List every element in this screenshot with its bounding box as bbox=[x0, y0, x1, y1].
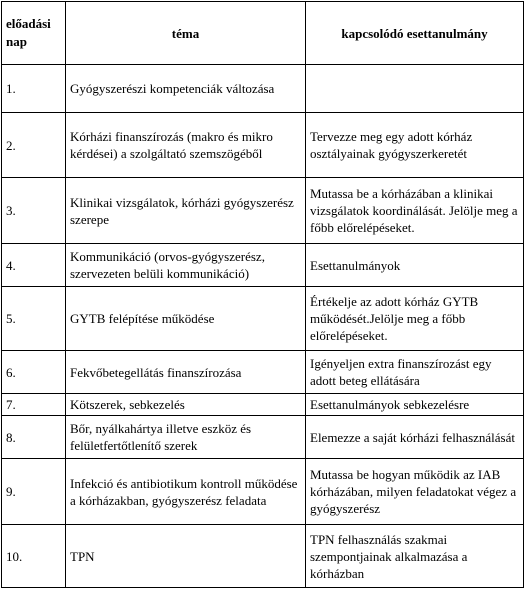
case-study-cell: Esettanulmányok bbox=[306, 244, 524, 287]
topic-cell: Kötszerek, sebkezelés bbox=[66, 394, 306, 416]
topic-cell: Fekvőbetegellátás finanszírozása bbox=[66, 351, 306, 394]
topic-cell: Infekció és antibiotikum kontroll működése a kórházakban, gyógyszerész feladata bbox=[66, 459, 306, 525]
table-row bbox=[2, 394, 524, 416]
header-case-study: kapcsolódó esettanulmány bbox=[306, 2, 524, 65]
day-cell: 7. bbox=[2, 394, 66, 416]
day-cell: 2. bbox=[2, 113, 66, 178]
table-row bbox=[2, 244, 524, 287]
day-cell: 4. bbox=[2, 244, 66, 287]
day-cell: 6. bbox=[2, 351, 66, 394]
case-study-cell: Mutassa be a kórházában a klinikai vizsgálatok koordinálását. Jelölje meg a főbb előrelépéseket. bbox=[306, 178, 524, 244]
topic-cell: Kórházi finanszírozás (makro és mikro kérdései) a szolgáltató szemszögéből bbox=[66, 113, 306, 178]
topic-cell: GYTB felépítése működése bbox=[66, 287, 306, 351]
case-study-cell: TPN felhasználás szakmai szempontjainak alkalmazása a kórházban bbox=[306, 525, 524, 588]
course-schedule-table bbox=[1, 1, 524, 588]
day-cell: 5. bbox=[2, 287, 66, 351]
topic-cell: Bőr, nyálkahártya illetve eszköz és felületfertőtlenítő szerek bbox=[66, 416, 306, 459]
table-row bbox=[2, 287, 524, 351]
case-study-cell: Értékelje az adott kórház GYTB működését.Jelölje meg a főbb előrelépéseket. bbox=[306, 287, 524, 351]
table-row bbox=[2, 459, 524, 525]
case-study-cell: Elemezze a saját kórházi felhasználását bbox=[306, 416, 524, 459]
topic-cell: TPN bbox=[66, 525, 306, 588]
table-row bbox=[2, 416, 524, 459]
table-row bbox=[2, 113, 524, 178]
day-cell: 3. bbox=[2, 178, 66, 244]
topic-cell: Klinikai vizsgálatok, kórházi gyógyszerész szerepe bbox=[66, 178, 306, 244]
day-cell: 10. bbox=[2, 525, 66, 588]
day-cell: 9. bbox=[2, 459, 66, 525]
topic-cell: Kommunikáció (orvos-gyógyszerész, szervezeten belüli kommunikáció) bbox=[66, 244, 306, 287]
table-row bbox=[2, 178, 524, 244]
case-study-cell: Tervezze meg egy adott kórház osztályainak gyógyszerkeretét bbox=[306, 113, 524, 178]
topic-cell: Gyógyszerészi kompetenciák változása bbox=[66, 65, 306, 113]
case-study-cell: Igényeljen extra finanszírozást egy adott beteg ellátására bbox=[306, 351, 524, 394]
table-row bbox=[2, 351, 524, 394]
case-study-cell bbox=[306, 65, 524, 113]
table-row bbox=[2, 525, 524, 588]
day-cell: 8. bbox=[2, 416, 66, 459]
case-study-cell: Mutassa be hogyan működik az IAB kórházában, milyen feladatokat végez a gyógyszerész bbox=[306, 459, 524, 525]
header-topic: téma bbox=[66, 2, 306, 65]
header-day: előadási nap bbox=[2, 2, 66, 65]
header-row bbox=[2, 2, 524, 65]
table-row bbox=[2, 65, 524, 113]
case-study-cell: Esettanulmányok sebkezelésre bbox=[306, 394, 524, 416]
day-cell: 1. bbox=[2, 65, 66, 113]
